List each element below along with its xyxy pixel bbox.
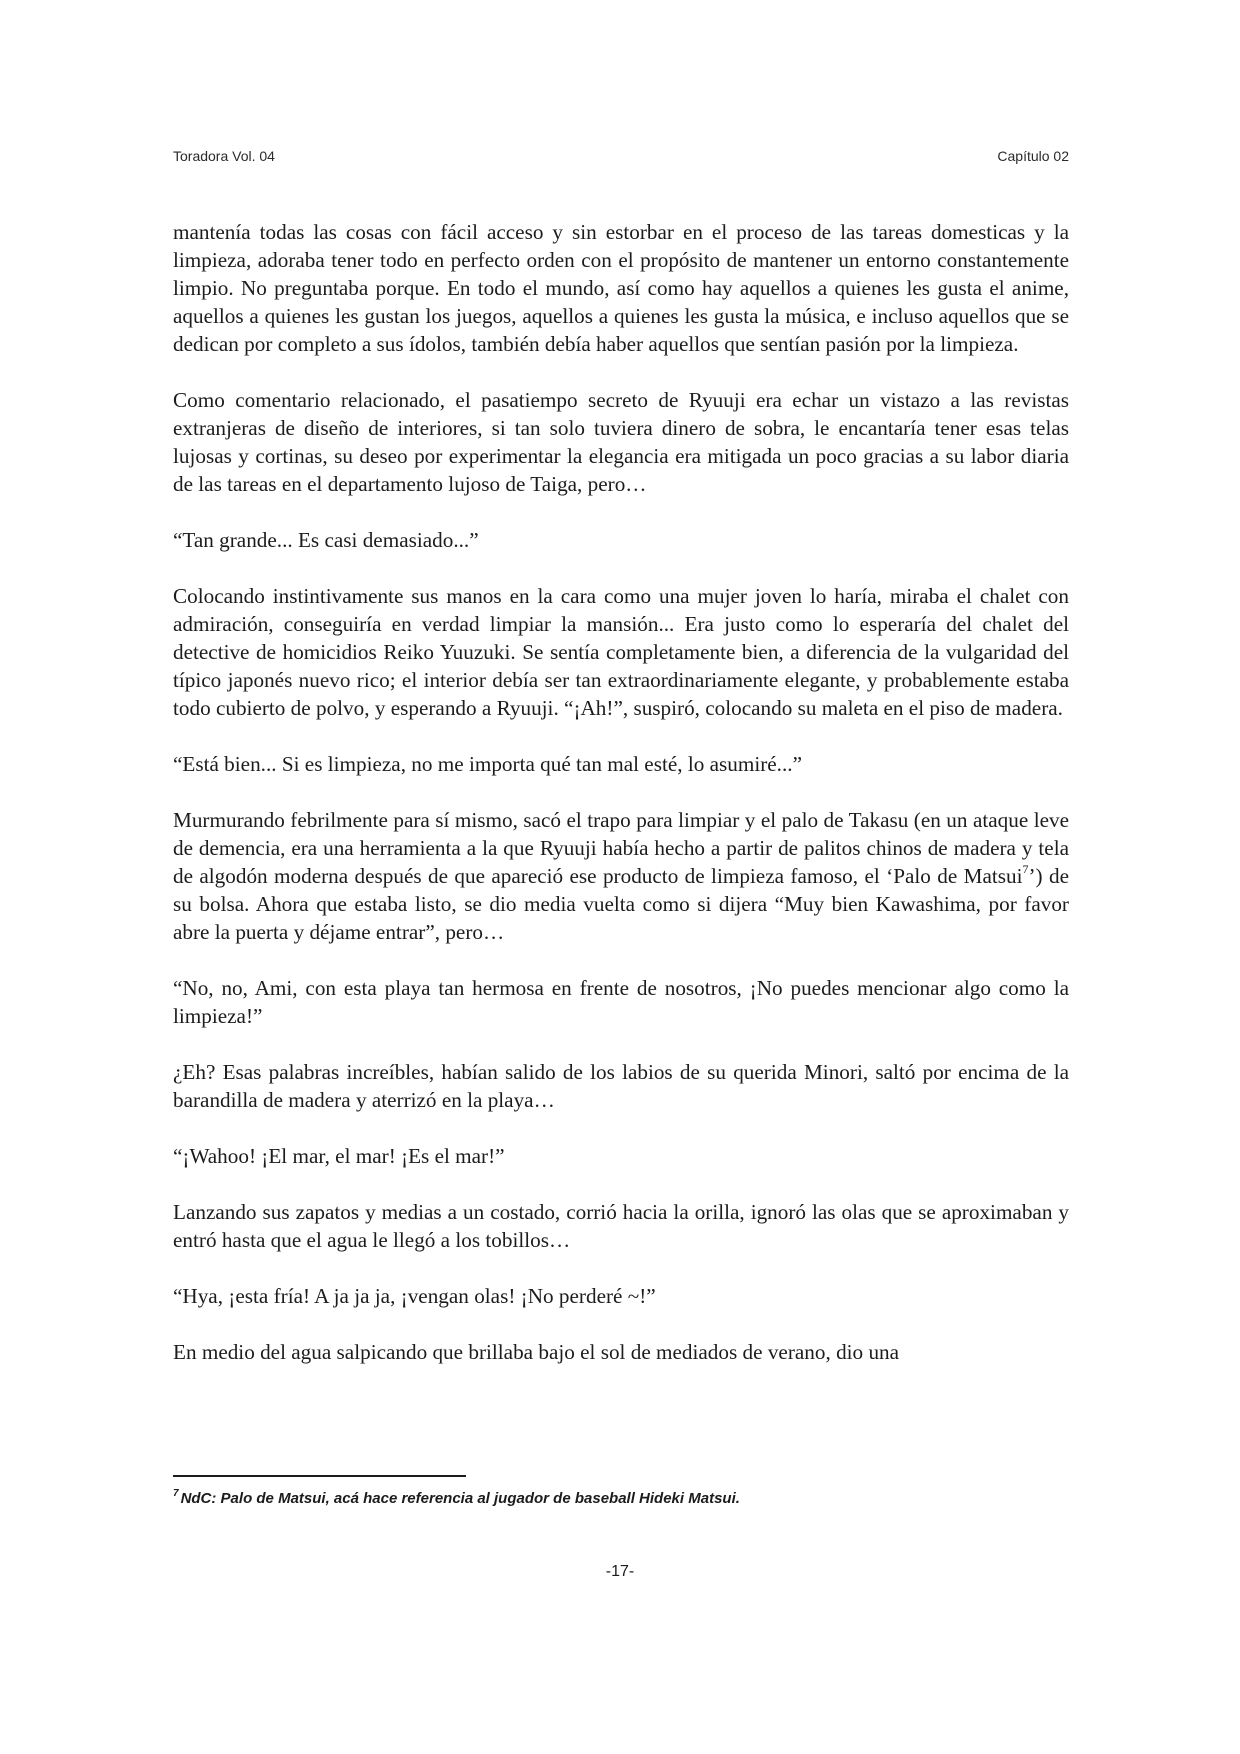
paragraph: ¿Eh? Esas palabras increíbles, habían salido de los labios de su querida Minori, saltó por encima de la barandilla de madera y aterrizó en la playa… xyxy=(173,1060,1069,1112)
footnote-marker: 7 xyxy=(173,1488,179,1499)
running-header-chapter: Capítulo 02 xyxy=(997,148,1069,164)
paragraph: “Está bien... Si es limpieza, no me importa qué tan mal esté, lo asumiré...” xyxy=(173,752,802,776)
paragraph-with-footnote-ref xyxy=(173,806,1069,946)
paragraph: Como comentario relacionado, el pasatiempo secreto de Ryuuji era echar un vistazo a las revistas extranjeras de diseño de interiores, si tan solo tuviera dinero de sobra, le encantaría tener esas telas lujosas y cortinas, su deseo por experimentar la elegancia era mitigada un poco gracias a su labor diaria de las tareas en el departamento lujoso de Taiga, pero… xyxy=(173,388,1069,496)
paragraph: Colocando instintivamente sus manos en la cara como una mujer joven lo haría, miraba el chalet con admiración, conseguiría en verdad limpiar la mansión... Era justo como lo esperaría del chalet del detective de homicidios Reiko Yuuzuki. Se sentía completamente bien, a diferencia de la vulgaridad del típico japonés nuevo rico; el interior debía ser tan extraordinariamente elegante, y probablemente estaba todo cubierto de polvo, y esperando a Ryuuji. “¡Ah!”, suspiró, colocando su maleta en el piso de madera. xyxy=(173,584,1069,720)
paragraph: “Hya, ¡esta fría! A ja ja ja, ¡vengan olas! ¡No perderé ~!” xyxy=(173,1284,656,1308)
paragraph-text: ’) de su bolsa. Ahora que estaba listo, se dio media vuelta como si dijera “Muy bien Kawashima, por favor abre la puerta y déjame entrar”, pero… xyxy=(173,864,1069,944)
footnote-separator xyxy=(173,1475,466,1477)
footnote-reference[interactable]: 7 xyxy=(1022,861,1029,876)
paragraph-text: Murmurando febrilmente para sí mismo, sacó el trapo para limpiar y el palo de Takasu (en un ataque leve de demencia, era una herramienta a la que Ryuuji había hecho a partir de palitos chinos de madera y tela de algodón moderna después de que apareció ese producto de limpieza famoso, el ‘Palo de Matsui xyxy=(173,808,1069,888)
footnote xyxy=(173,1490,1069,1507)
paragraph: “¡Wahoo! ¡El mar, el mar! ¡Es el mar!” xyxy=(173,1144,505,1168)
body-text xyxy=(173,218,1069,1366)
paragraph: En medio del agua salpicando que brillaba bajo el sol de mediados de verano, dio una xyxy=(173,1340,900,1364)
footnote-text: NdC: Palo de Matsui, acá hace referencia al jugador de baseball Hideki Matsui. xyxy=(180,1490,740,1507)
paragraph: mantenía todas las cosas con fácil acceso y sin estorbar en el proceso de las tareas domesticas y la limpieza, adoraba tener todo en perfecto orden con el propósito de mantener un entorno constantemente limpio. No preguntaba porque. En todo el mundo, así como hay aquellos a quienes les gusta el anime, aquellos a quienes les gustan los juegos, aquellos a quienes les gusta la música, e incluso aquellos que se dedican por completo a sus ídolos, también debía haber aquellos que sentían pasión por la limpieza. xyxy=(173,220,1069,356)
paragraph: Lanzando sus zapatos y medias a un costado, corrió hacia la orilla, ignoró las olas que se aproximaban y entró hasta que el agua le llegó a los tobillos… xyxy=(173,1200,1069,1252)
running-header-title: Toradora Vol. 04 xyxy=(173,148,275,164)
paragraph: “Tan grande... Es casi demasiado...” xyxy=(173,528,479,552)
page-number: -17- xyxy=(605,1563,635,1580)
paragraph: “No, no, Ami, con esta playa tan hermosa en frente de nosotros, ¡No puedes mencionar algo como la limpieza!” xyxy=(173,976,1069,1028)
